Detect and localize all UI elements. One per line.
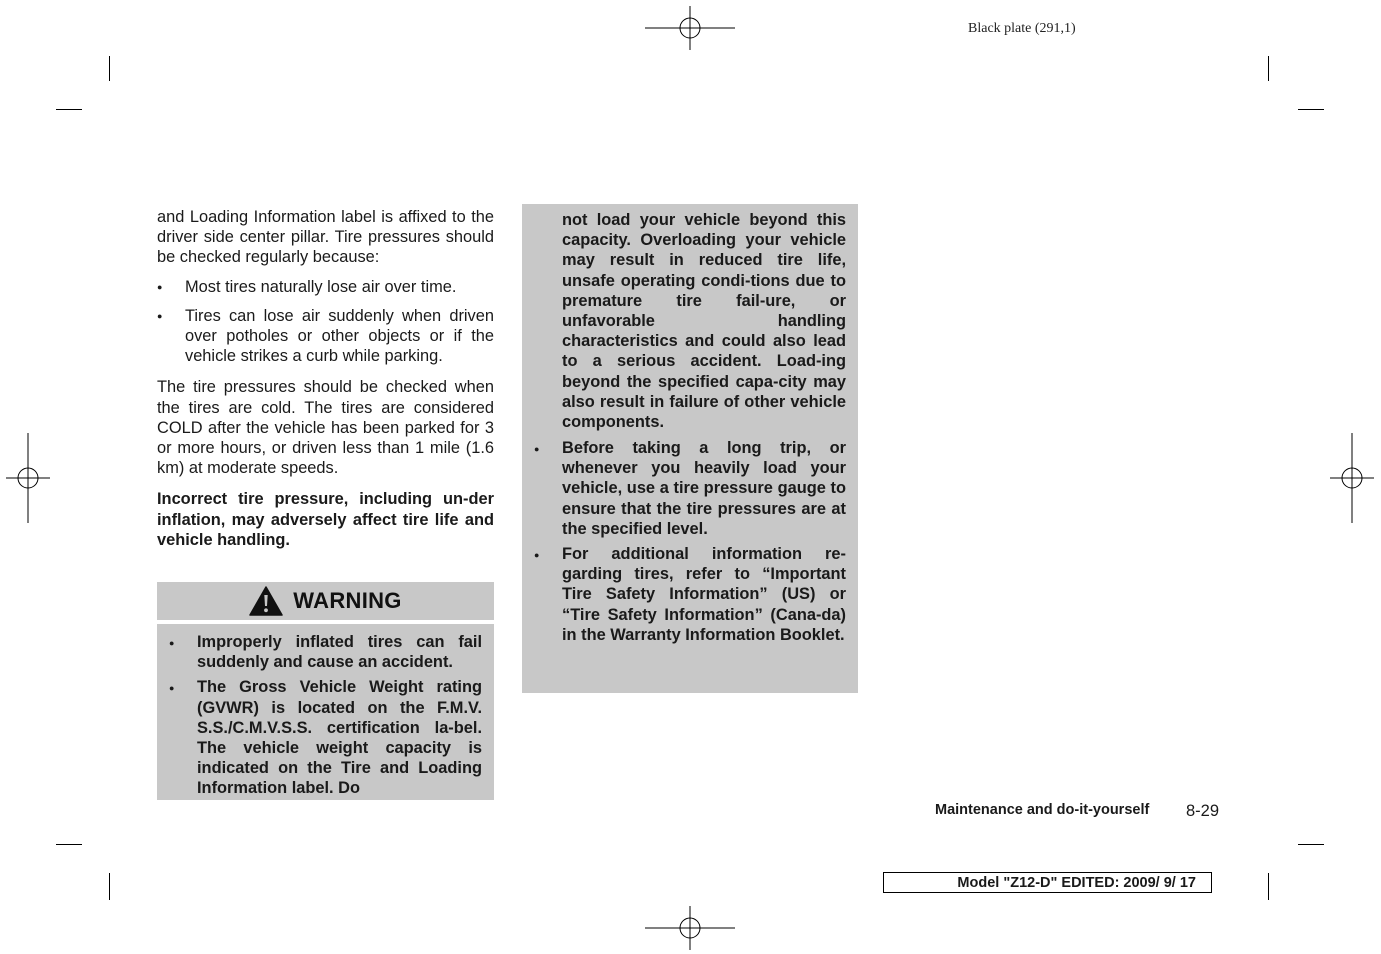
warning-list bbox=[169, 632, 482, 799]
registration-mark-left bbox=[6, 433, 50, 523]
plate-label: Black plate (291,1) bbox=[968, 21, 1076, 36]
crop-mark bbox=[56, 109, 82, 110]
warning-header bbox=[157, 582, 494, 620]
list-item: ● Most tires naturally lose air over time. bbox=[157, 277, 494, 297]
registration-mark-top bbox=[645, 6, 735, 50]
section-title: Maintenance and do-it-yourself bbox=[935, 802, 1150, 818]
crop-mark bbox=[1298, 844, 1324, 845]
incorrect-pressure-paragraph: Incorrect tire pressure, including un-der inflation, may adversely affect tire life and vehicle handling. bbox=[157, 490, 494, 549]
page-number: 8-29 bbox=[1186, 802, 1220, 820]
crop-mark bbox=[1268, 56, 1269, 81]
reasons-list bbox=[157, 277, 494, 367]
warning-triangle-icon bbox=[249, 586, 283, 616]
left-column bbox=[157, 207, 494, 550]
warning-continuation-box bbox=[522, 204, 858, 693]
crop-mark bbox=[1268, 873, 1269, 900]
registration-mark-right bbox=[1330, 433, 1374, 523]
list-item: ● The Gross Vehicle Weight rating (GVWR) is located on the F.M.V. S.S./C.M.V.S.S. certification la-bel. The vehicle weight capacity is indicated on the Tire and Loading Information label. Do bbox=[169, 677, 482, 798]
registration-mark-bottom bbox=[645, 906, 735, 950]
warning-continuation-list bbox=[534, 438, 846, 645]
list-item: ● Tires can lose air suddenly when driven over potholes or other objects or if the vehicle strikes a curb while parking. bbox=[157, 306, 494, 367]
warning-title: WARNING bbox=[293, 588, 402, 613]
list-item: ● For additional information re-garding tires, refer to “Important Tire Safety Information” (US) or “Tire Safety Information” (Cana-da) in the Warranty Information Booklet. bbox=[534, 544, 846, 645]
crop-mark bbox=[56, 844, 82, 845]
intro-paragraph: and Loading Information label is affixed to the driver side center pillar. Tire pressures should be checked regularly because: bbox=[157, 208, 494, 267]
model-edit-label: Model "Z12-D" EDITED: 2009/ 9/ 17 bbox=[883, 872, 1212, 893]
list-item: ● Before taking a long trip, or whenever you heavily load your vehicle, use a tire pressure gauge to ensure that the tire pressures are at the specified level. bbox=[534, 438, 846, 539]
crop-mark bbox=[1298, 109, 1324, 110]
crop-mark bbox=[109, 873, 110, 900]
cold-tires-paragraph: The tire pressures should be checked when the tires are cold. The tires are considered COLD after the vehicle has been parked for 3 or more hours, or driven less than 1 mile (1.6 km) at moderate speeds. bbox=[157, 378, 494, 478]
crop-mark bbox=[109, 56, 110, 81]
warning-body bbox=[157, 624, 494, 800]
warning-continuation-text: not load your vehicle beyond this capacity. Overloading your vehicle may result in reduced tire life, unsafe operating condi-tions due to premature tire fail-ure, or unfavorable handling characteristics and could also lead to a serious accident. Load-ing beyond the specified capa-city may also result in failure of other vehicle components. bbox=[562, 211, 846, 432]
list-item: ● Improperly inflated tires can fail suddenly and cause an accident. bbox=[169, 632, 482, 672]
